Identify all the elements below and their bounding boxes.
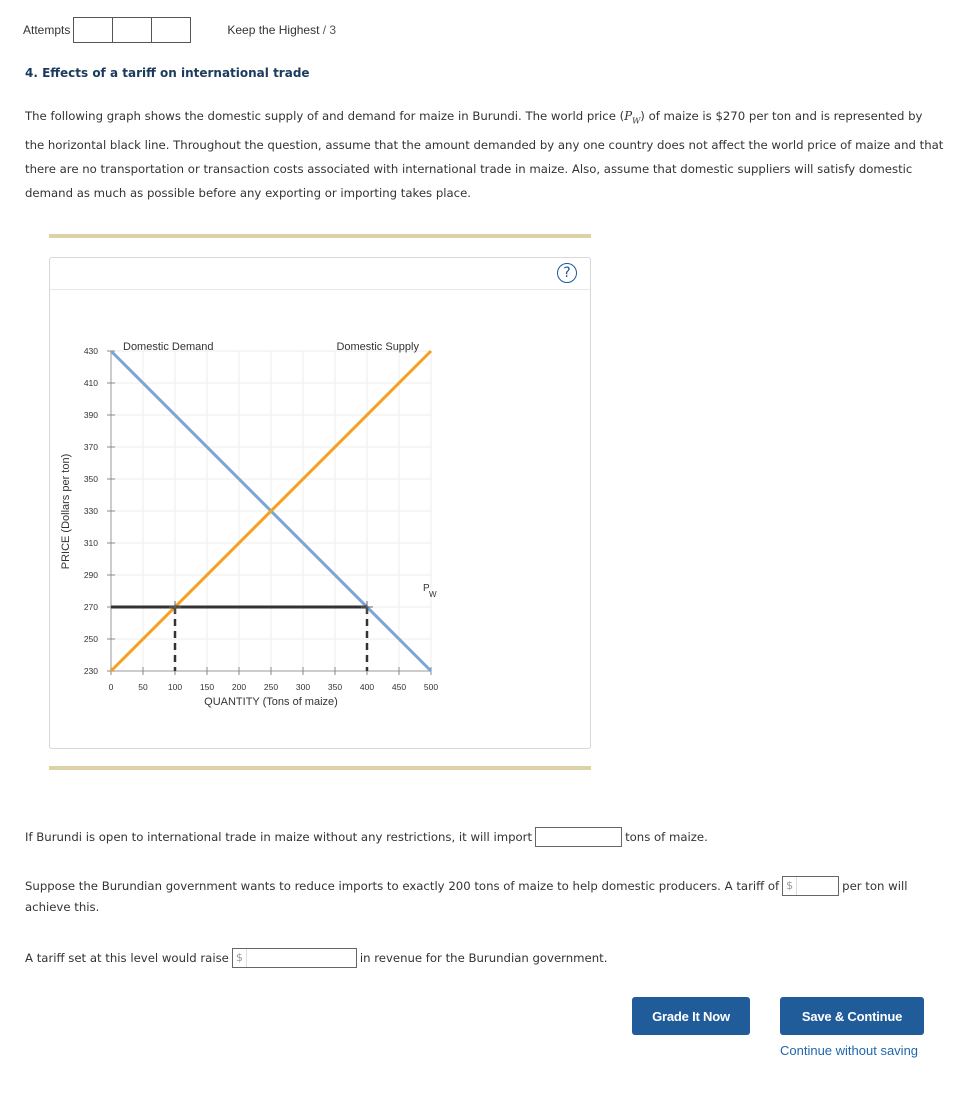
x-tick-label: 450: [391, 682, 407, 692]
y-tick-label: 430: [83, 346, 98, 356]
attempt-box-2: [112, 17, 152, 43]
tariff-input[interactable]: [797, 877, 841, 895]
import-question-suffix: tons of maize.: [625, 830, 708, 844]
keep-highest-text: Keep the Highest: [227, 23, 320, 37]
x-tick-label: 100: [167, 682, 183, 692]
x-tick-label: 50: [138, 682, 148, 692]
revenue-question-suffix: in revenue for the Burundian government.: [359, 951, 608, 965]
x-tick-label: 350: [327, 682, 343, 692]
save-continue-button[interactable]: Save & Continue: [780, 997, 924, 1035]
x-tick-label: 300: [295, 682, 311, 692]
revenue-question: [25, 948, 607, 968]
score-suffix: / 3: [322, 23, 337, 37]
y-tick-label: 230: [83, 666, 98, 676]
revenue-input[interactable]: [247, 949, 357, 967]
y-tick-label: 250: [83, 634, 98, 644]
x-tick-label: 400: [359, 682, 375, 692]
world-price-label: P: [423, 583, 430, 594]
demand-label: Domestic Demand: [123, 341, 214, 353]
world-price-symbol: [624, 109, 641, 126]
graph-panel: [49, 257, 591, 749]
x-tick-label: 500: [423, 682, 439, 692]
dollar-sign: $: [233, 949, 247, 967]
y-tick-label: 370: [83, 442, 98, 452]
revenue-field[interactable]: [232, 948, 357, 968]
y-tick-label: 330: [83, 506, 98, 516]
attempt-box-1: [73, 17, 113, 43]
revenue-question-text: A tariff set at this level would raise: [25, 951, 229, 965]
x-axis-title: QUANTITY (Tons of maize): [204, 696, 338, 708]
tariff-question-suffix: per ton will: [842, 879, 908, 893]
x-tick-label: 0: [108, 682, 114, 692]
tariff-question-text: Suppose the Burundian government wants to reduce imports to exactly 200 tons of maize to help domestic producers. A tariff of: [25, 879, 780, 893]
y-tick-label: 310: [83, 538, 98, 548]
import-quantity-input[interactable]: [535, 827, 622, 847]
question-intro: [25, 104, 945, 205]
graph-top-rule: [49, 234, 591, 238]
y-tick-label: 410: [83, 378, 98, 388]
keep-highest-label: [227, 23, 336, 37]
y-axis-title: PRICE (Dollars per ton): [60, 453, 72, 570]
supply-demand-chart: [50, 258, 590, 748]
x-tick-label: 150: [199, 682, 215, 692]
pw-symbol-sub: W: [632, 116, 641, 126]
tariff-field[interactable]: [782, 876, 839, 896]
x-tick-label: 200: [231, 682, 247, 692]
y-tick-label: 390: [83, 410, 98, 420]
grade-it-now-button[interactable]: Grade It Now: [632, 997, 750, 1035]
intro-part-2: ) of maize is $270 per ton and is represented by the horizontal black line. Throughout the question, assume that the amount demanded by any one country does not affect the world price of maize and that there are no transportation or transaction costs associated with international trade in maize. Also, assume that domestic suppliers will satisfy domestic demand as much as possible before any exporting or importing takes place.: [25, 109, 944, 201]
attempt-box-3: [151, 17, 191, 43]
graph-bottom-rule: [49, 766, 591, 770]
y-tick-label: 290: [83, 570, 98, 580]
supply-label: Domestic Supply: [336, 341, 419, 353]
pw-symbol-letter: P: [624, 109, 633, 123]
attempts-label: Attempts: [23, 23, 71, 37]
intro-part-1: The following graph shows the domestic supply of and demand for maize in Burundi. The world price (: [25, 109, 625, 123]
world-price-label-sub: W: [429, 590, 437, 599]
continue-without-saving-link[interactable]: Continue without saving: [780, 1043, 919, 1058]
attempts-row: [23, 17, 336, 43]
y-tick-label: 270: [83, 602, 98, 612]
tariff-question-cont: achieve this.: [25, 900, 100, 914]
import-question-text: If Burundi is open to international trade in maize without any restrictions, it will import: [25, 830, 533, 844]
import-question: [25, 827, 708, 847]
question-title: 4. Effects of a tariff on international trade: [25, 66, 310, 80]
tariff-question: [25, 876, 907, 896]
y-tick-label: 350: [83, 474, 98, 484]
dollar-sign: $: [783, 877, 797, 895]
help-icon[interactable]: ?: [557, 263, 577, 283]
x-tick-label: 250: [263, 682, 279, 692]
